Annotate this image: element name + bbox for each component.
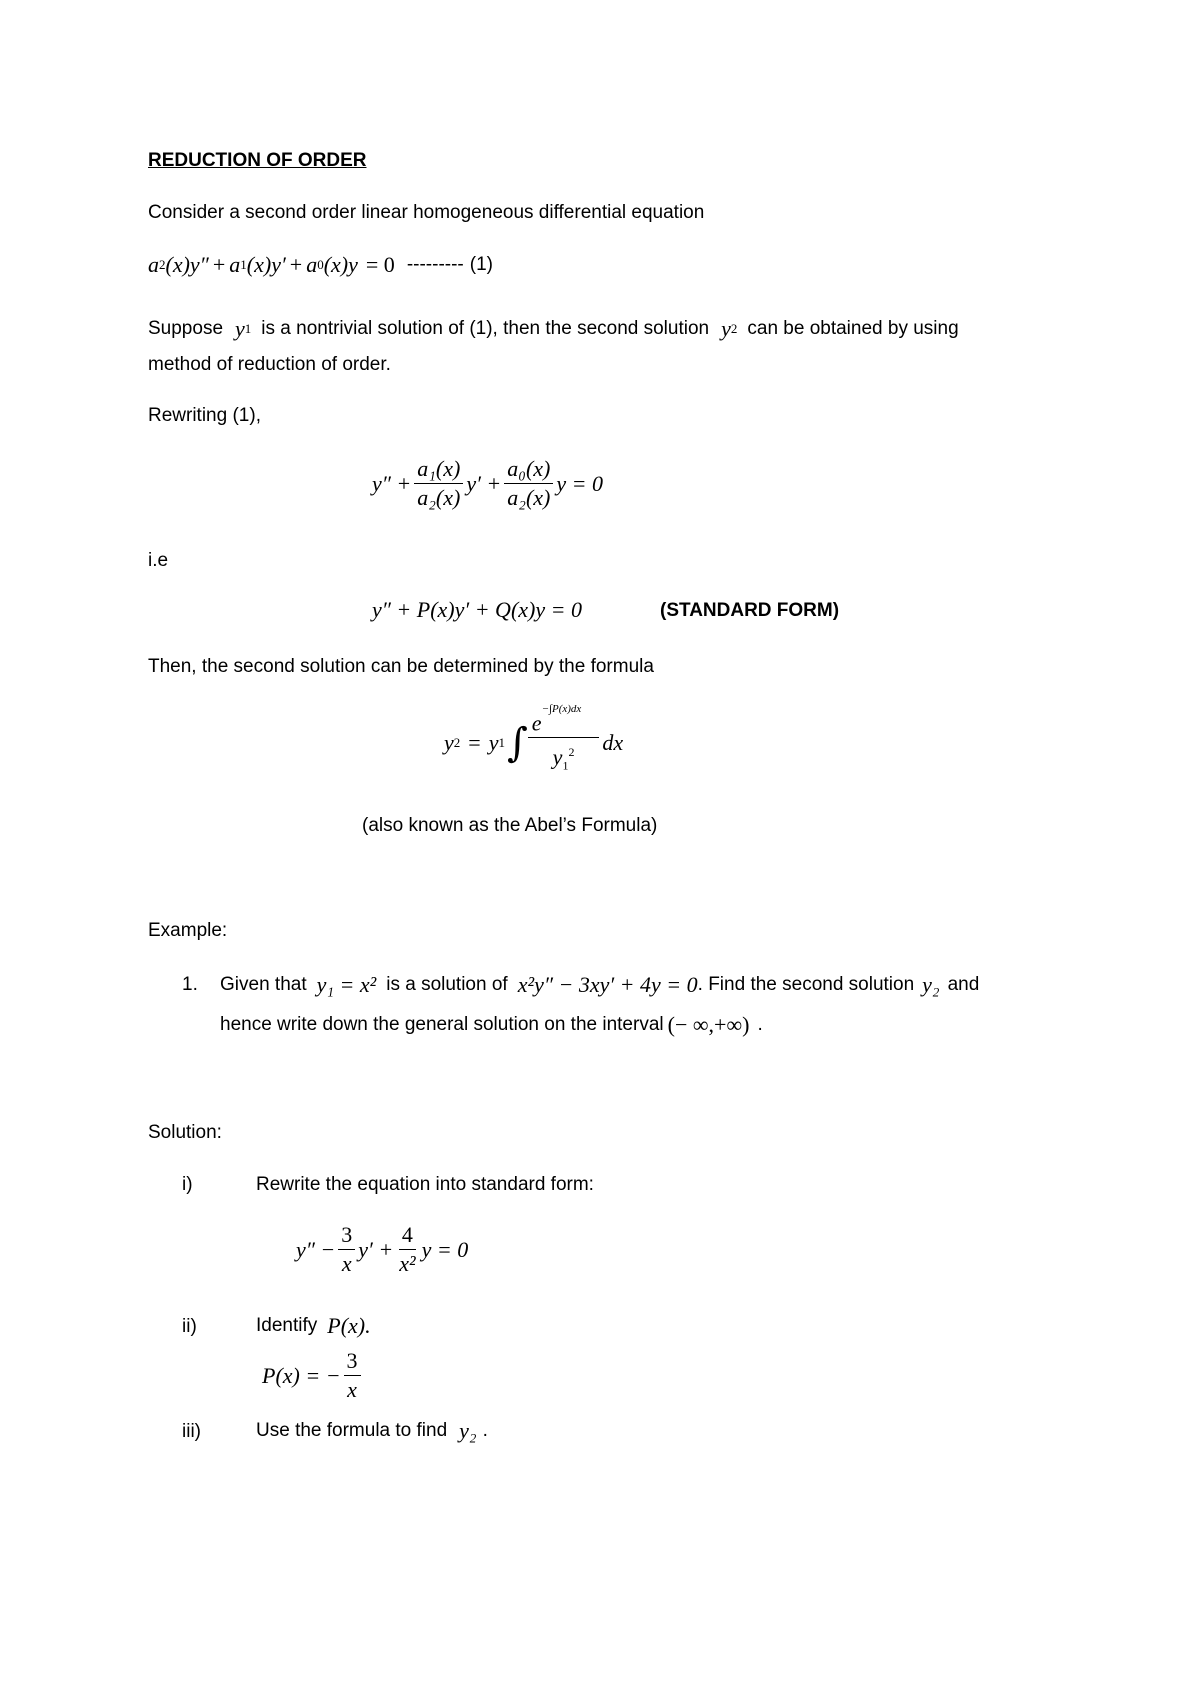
abel-den-sup: 2 [568,745,575,760]
example-1-period: . [757,1014,763,1035]
eq2-frac2-num: a₀(x) [504,456,553,484]
step2-den: x [347,1377,357,1402]
example-label: Example: [148,920,228,941]
abel-den-sub: 1 [562,759,569,774]
integral-sign: ∫ [506,719,528,766]
eq2-frac1-num: a₁(x) [414,456,463,484]
abel-denominator [550,738,578,779]
abel-fraction [528,703,600,779]
example-1-text-2: is a solution of [386,974,508,995]
eq2-fraction-2 [504,456,553,511]
eq2-frac1-den: a₂(x) [417,485,461,510]
eq1-label: (1) [469,254,493,275]
standard-form-equation: y″ + P(x)y′ + Q(x)y = 0 [372,597,582,622]
eq1-plus2: + [289,252,303,277]
page-title: REDUCTION OF ORDER [148,150,367,171]
suppose-y2-sub: 2 [730,321,738,336]
eq1-equals: = 0 [365,252,395,277]
step1-eq-tail: y = 0 [421,1236,469,1262]
abel-y1: y [488,729,499,755]
step-3-line [256,1418,488,1444]
eq1-term2: (x)y′ [246,252,286,277]
step-2-line [256,1313,371,1339]
step2-fraction [344,1348,361,1403]
ie-text: i.e [148,550,169,571]
eq2-tail: y = 0 [556,470,603,496]
example-1-line1 [182,972,979,998]
abel-dx: dx [602,729,624,755]
abel-exponent: −∫P(x)dx [541,703,582,715]
suppose-y2: y [721,316,731,341]
step2-eq-lhs: P(x) = − [262,1362,341,1388]
step1-f1-den: x [341,1251,352,1276]
eq2-fraction-1 [414,456,463,511]
step1-fraction-1 [338,1222,355,1277]
equation-1 [148,252,493,278]
step1-f1-num: 3 [338,1222,355,1250]
step2-num: 3 [344,1348,361,1376]
step-2-text: Identify [256,1315,318,1336]
suppose-y1-sub: 1 [244,321,252,336]
step-1-equation [296,1222,468,1277]
example-1-given: y₁ = x² [316,972,377,997]
example-1-y2: y₂ [922,972,940,997]
abel-numerator [528,703,600,738]
abel-formula [444,703,624,779]
example-1-text-1: Given that [220,974,307,995]
equation-2 [372,456,603,511]
step-3-period: . [482,1420,488,1441]
standard-form-label: (STANDARD FORM) [660,600,840,621]
example-1-interval: (− ∞,+∞) [667,1012,750,1037]
abel-equals: = [468,729,481,755]
eq1-dashes: --------- [406,254,464,275]
eq2-lead: y″ + [372,470,412,496]
eq2-frac2-den: a₂(x) [507,485,551,510]
eq1-term3: (x)y [323,252,358,277]
example-1-text-3: . Find the second solution [697,974,915,995]
step1-eq-lead: y″ − [296,1236,336,1262]
abel-note: (also known as the Abel’s Formula) [362,815,658,836]
then-text: Then, the second solution can be determined by the formula [148,656,654,677]
step1-eq-mid: y′ + [358,1236,394,1262]
example-1-line2 [220,1012,763,1038]
abel-e: e [531,710,542,736]
abel-lhs-sub: 2 [453,734,461,750]
eq2-mid: y′ + [466,470,502,496]
eq1-a1: a [229,252,241,277]
example-1-line2-text: hence write down the general solution on the interval [220,1014,664,1035]
suppose-line2: method of reduction of order. [148,354,391,375]
suppose-y1: y [235,316,245,341]
eq1-a0: a [306,252,318,277]
step-2-math: P(x). [327,1313,371,1338]
eq1-term1: (x)y″ [165,252,209,277]
suppose-line1 [148,316,959,342]
solution-label: Solution: [148,1122,222,1143]
eq1-a2-sub: 2 [159,257,166,272]
step-1-number: i) [182,1174,193,1195]
eq1-plus1: + [212,252,226,277]
intro-text: Consider a second order linear homogeneous differential equation [148,202,705,223]
step-3-text: Use the formula to find [256,1420,448,1441]
step-3-math: y₂ [459,1418,477,1443]
eq1-a0-sub: 0 [317,257,324,272]
step1-f2-num: 4 [399,1222,416,1250]
suppose-text-1: Suppose [148,318,224,339]
eq1-a1-sub: 1 [240,257,247,272]
rewriting-text: Rewriting (1), [148,405,261,426]
example-1-equation: x²y″ − 3xy′ + 4y = 0 [517,972,698,997]
example-1-number: 1. [182,974,198,995]
abel-lhs: y [444,729,454,755]
step1-f2-den: x² [399,1251,416,1276]
suppose-text-2: is a nontrivial solution of (1), then the second solution [261,318,710,339]
step-2-equation [262,1348,364,1403]
abel-den-y: y [552,744,563,770]
example-1-text-4: and [947,974,980,995]
step1-fraction-2 [396,1222,418,1277]
step-3-number: iii) [182,1421,201,1442]
step-1-text: Rewrite the equation into standard form: [256,1174,594,1195]
abel-y1-sub: 1 [498,734,505,750]
eq1-a2: a [148,252,159,277]
step-2-number: ii) [182,1316,197,1337]
suppose-text-3: can be obtained by using [747,318,959,339]
